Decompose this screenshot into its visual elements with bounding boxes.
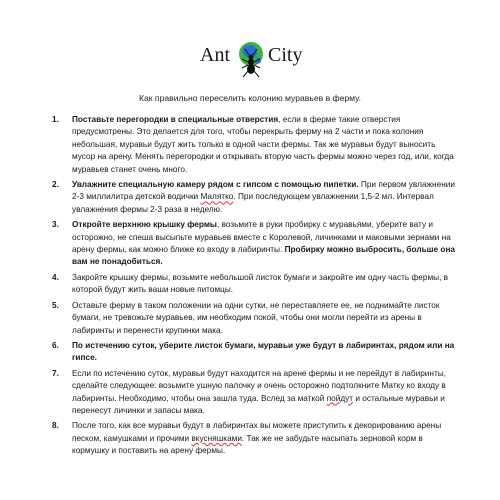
list-item: 4. Закройте крышку фермы, возьмите небольшой листок бумаги и закройте им одну часть фермы, в которой будут жить ваши новые питомцы.: [52, 272, 449, 295]
logo: [0, 38, 500, 88]
logo-word-city: City: [268, 44, 303, 66]
list-item: 1. Поставьте перегородки в специальные отверстия, если в ферме такие отверстия предусмотрены. Это делается для того, чтобы перекрыть ферму на 2 части и пока колония небольшая, муравьи будут жить только в одной части фермы. Так же муравьи будут выносить мусор на арену. Менять перегородки и открывать вторую часть фермы можно через год, или, когда муравьев станет очень много.: [52, 115, 454, 174]
list-item: 3. Откройте верхнюю крышку фермы, возьмите в руки пробирку с муравьями, уберите вату и осторожно, не спеша высыпьте муравьев вместе с Королевой, личинками и маковыми зернами на арену фермы, как можно ближе ко входу в лабиринты. Пробирку можно выбросить, больше она вам не понадобиться.: [52, 220, 456, 267]
spellcheck-word: вкусняшками: [191, 433, 242, 443]
spellcheck-word: пойдут: [326, 393, 354, 403]
list-item: 2. Увлажните специальную камеру рядом с гипсом с помощью пипетки. При первом увлажнении 2-3 миллилитра детской водички Малятко. При последующем увлажнении 1,5-2 мл. Интервал увлажнения фермы 2-3 раза в неделю.: [52, 180, 455, 214]
list-item: 5. Оставьте ферму в таком положении на одни сутки, не переставляете ее, не поднимайте листок бумаги, не тревожьте муравьев, им необходим покой, чтобы они могли перейти из арены в лабиринты и перенести крупинки мака.: [52, 300, 440, 335]
ant-on-globe-icon: [234, 38, 268, 82]
list-item: 8. После того, как все муравьи будут в лабиринтах вы можете приступить к декорированию арены песком, камушками и прочими вкусняшками. Так же не забудьте насыпать зерновой корм в кормушку и поставить на арену фермы.: [52, 421, 442, 456]
list-item: 6. По истечению суток, уберите листок бумаги, муравьи уже будут в лабиринтах, рядом или на гипсе.: [52, 340, 455, 363]
spellcheck-word: Малятко: [200, 192, 234, 202]
list-item: 7. Если по истечению суток, муравьи будут находится на арене фермы и не перейдут в лабиринты, сделайте следующее: возьмите ушную палочку и очень осторожно подтолкните Матку ко входу в лабиринты. Необходимо, чтобы она зашла туда. Вслед за маткой пойдут и остальные муравьи и перенесут личинки и запасы мака.: [52, 368, 446, 415]
logo-word-ant: Ant: [200, 44, 230, 66]
document-title: Как правильно переселить колонию муравьев в ферму.: [139, 93, 361, 103]
instruction-list: [50, 114, 458, 461]
